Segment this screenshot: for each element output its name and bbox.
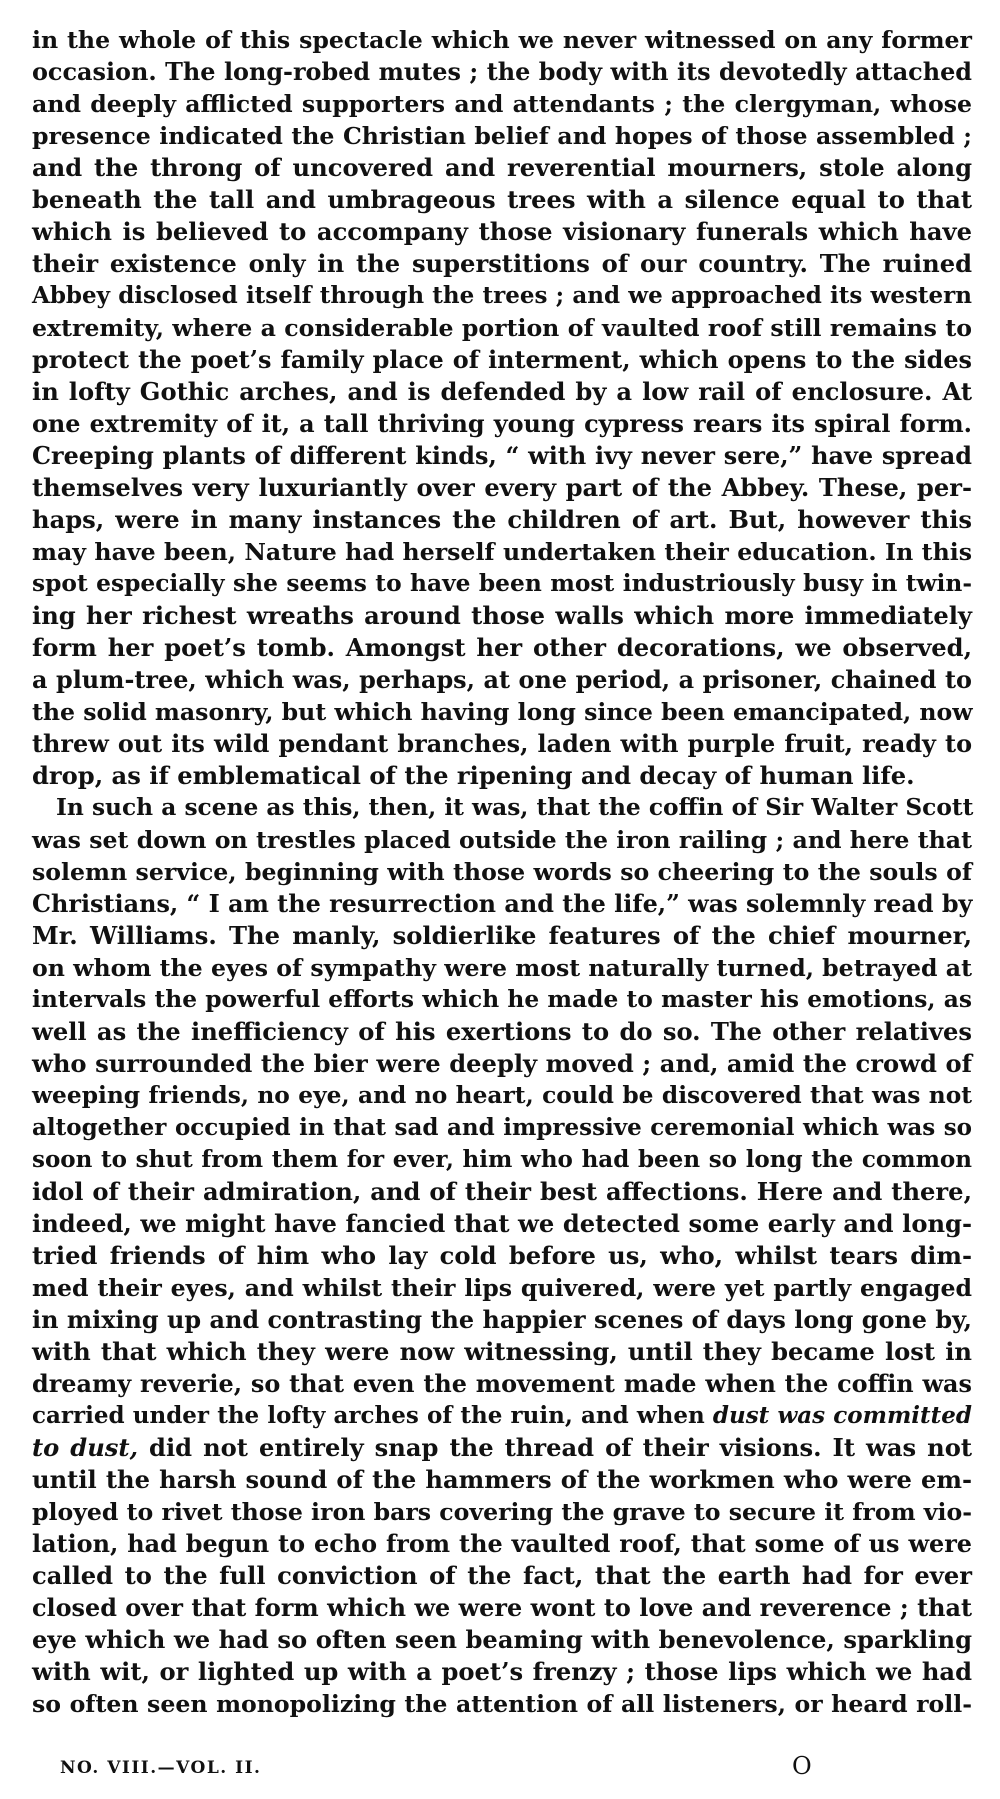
text-line: beneath the tall and umbrageous trees with a silence equal to that [32,185,972,214]
text-line: drop, as if emblematical of the ripening and decay of human life. [32,761,915,790]
text-line: In such a scene as this, then, it was, that the coffin of Sir Walter Scott [56,794,974,821]
text-line: dreamy reverie, so that even the movement made when the coffin was [32,1370,972,1398]
page-footer [32,1752,972,1788]
text-line: med their eyes, and whilst their lips quivered, were yet partly engaged [32,1274,972,1302]
text-line [32,1432,972,1464]
volume-signature: NO. VIII.—VOL. II. [60,1758,262,1778]
text-line: indeed, we might have fancied that we detected some early and long- [32,1209,972,1238]
text-line: which is believed to accompany those visionary funerals which have [32,217,972,246]
text-line: ployed to rivet those iron bars covering the grave to secure it from vio- [32,1498,972,1526]
text-line: presence indicated the Christian belief and hopes of those assembled ; [32,122,972,150]
text-line: closed over that form which we were wont to love and reverence ; that [32,1594,972,1622]
text-line: was set down on trestles placed outside the iron railing ; and here that [32,826,972,854]
page-text [32,24,972,1720]
text-line: well as the inefficiency of his exertions to do so. The other relatives [32,1017,972,1046]
text-line: and the throng of uncovered and reverential mourners, stole along [32,153,972,182]
text-line: Abbey disclosed itself through the trees ; and we approached its western [32,282,972,309]
text-line: Christians, “ I am the resurrection and the life,” was solemnly read by [32,890,973,918]
text-line: until the harsh sound of the hammers of the workmen who were em- [32,1465,972,1494]
text-line: ing her richest wreaths around those walls which more immediately [32,601,972,630]
text-line: form her poet’s tomb. Amongst her other decorations, we observed, [32,633,972,662]
text-line: Creeping plants of different kinds, “ with ivy never sere,” have spread [32,442,972,470]
sheet-signature: O [792,1752,812,1780]
text-line: threw out its wild pendant branches, laden with purple fruit, ready to [32,730,972,758]
text-line: Mr. Williams. The manly, soldierlike features of the chief mourner, [32,921,972,950]
text-line: intervals the powerful efforts which he made to master his emotions, as [32,986,972,1013]
text-line: themselves very luxuriantly over every part of the Abbey. These, per- [32,473,972,502]
text-line: on whom the eyes of sympathy were most naturally turned, betrayed at [32,954,972,982]
text-line: lation, had begun to echo from the vaulted roof, that some of us were [32,1530,972,1558]
text-line: may have been, Nature had herself undertaken their education. In this [32,538,972,566]
text-line: the solid masonry, but which having long since been emancipated, now [32,698,973,726]
text-line: protect the poet’s family place of interment, which opens to the sides [32,346,972,374]
text-segment: did not entirely snap the thread of their visions. It was not [149,1433,973,1462]
text-segment: carried under the lofty arches of the ruin, and when [32,1402,705,1429]
italic-phrase: dust was committed [712,1402,973,1429]
text-line: haps, were in many instances the children of art. But, however this [32,505,972,534]
text-line: called to the full conviction of the fact, that the earth had for ever [32,1561,972,1590]
text-line: extremity, where a considerable portion of vaulted roof still remains to [32,314,972,342]
text-line: with wit, or lighted up with a poet’s frenzy ; those lips which we had [32,1657,972,1686]
text-line: their existence only in the superstitions of our country. The ruined [32,249,972,278]
text-line: solemn service, beginning with those words so cheering to the souls of [32,858,972,886]
text-line: soon to shut from them for ever, him who had been so long the common [32,1146,972,1173]
text-line: in the whole of this spectacle which we never witnessed on any former [32,26,972,54]
text-line: in lofty Gothic arches, and is defended by a low rail of enclosure. At [32,377,972,406]
text-line: tried friends of him who lay cold before us, who, whilst tears dim- [32,1241,972,1270]
text-line: so often seen monopolizing the attention of all listeners, or heard roll- [32,1690,972,1718]
text-line: in mixing up and contrasting the happier scenes of days long gone by, [32,1306,972,1334]
text-line: spot especially she seems to have been most industriously busy in twin- [32,570,972,597]
text-line: one extremity of it, a tall thriving young cypress rears its spiral form. [32,410,972,438]
text-line: altogether occupied in that sad and impressive ceremonial which was so [32,1114,972,1141]
italic-phrase: to dust, [32,1433,139,1462]
text-line: who surrounded the bier were deeply moved ; and, amid the crowd of [32,1049,972,1078]
text-line: occasion. The long-robed mutes ; the body with its devotedly attached [32,58,972,86]
text-line: idol of their admiration, and of their best affections. Here and there, [32,1177,972,1206]
text-line: a plum-tree, which was, perhaps, at one period, a prisoner, chained to [32,666,972,694]
text-line: with that which they were now witnessing, until they became lost in [32,1337,972,1366]
text-line [32,1400,972,1432]
text-line: eye which we had so often seen beaming with benevolence, sparkling [32,1625,972,1654]
text-line: and deeply afflicted supporters and attendants ; the clergyman, whose [32,90,972,118]
text-line: weeping friends, no eye, and no heart, could be discovered that was not [32,1082,972,1109]
